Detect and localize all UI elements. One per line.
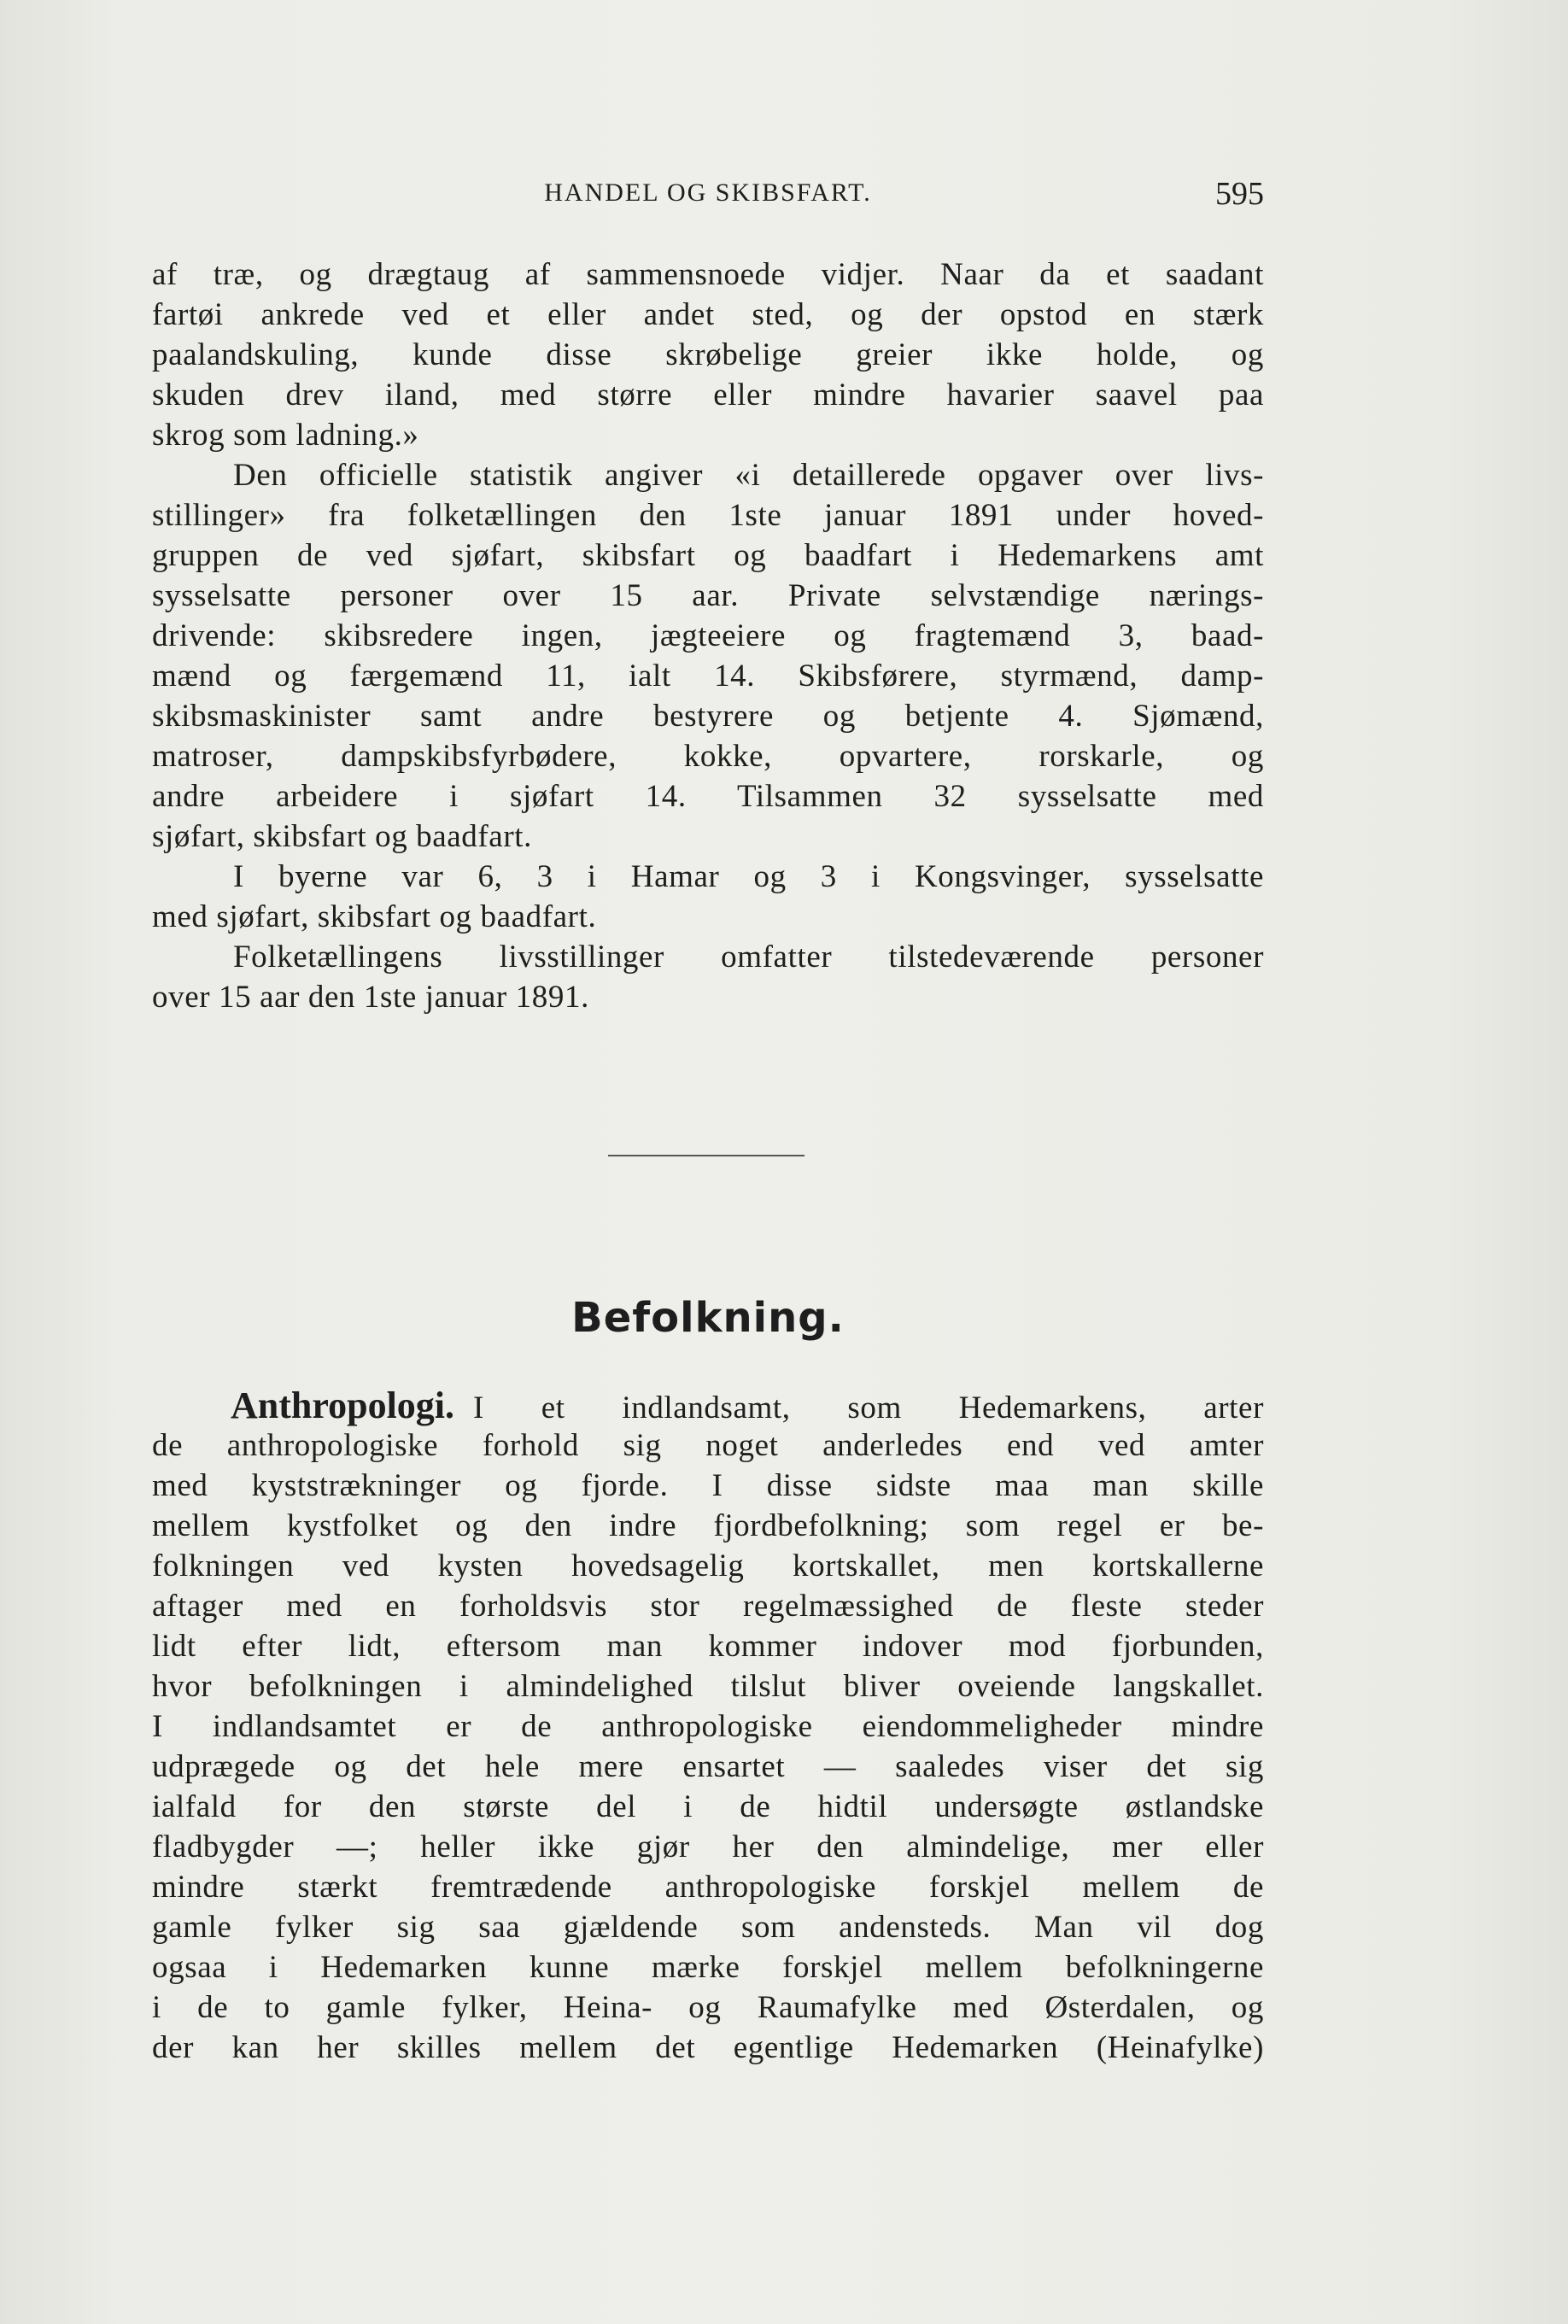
page-number: 595 bbox=[1215, 176, 1264, 212]
text-line: gruppen de ved sjøfart, skibsfart og baadfart i Hedemarkens amt bbox=[152, 538, 1264, 573]
text-line: de anthropologiske forhold sig noget anderledes end ved amter bbox=[152, 1428, 1264, 1463]
text-line: folkningen ved kysten hovedsagelig kortskallet, men kortskallerne bbox=[152, 1548, 1264, 1583]
text-line: mænd og færgemænd 11, ialt 14. Skibsførere, styrmænd, damp- bbox=[152, 659, 1264, 694]
text-line: I indlandsamtet er de anthropologiske eiendommeligheder mindre bbox=[152, 1709, 1264, 1744]
run-in-heading: Anthropologi. bbox=[231, 1384, 455, 1426]
text-line: i de to gamle fylker, Heina- og Raumafylke med Østerdalen, og bbox=[152, 1990, 1264, 2025]
text-line: fartøi ankrede ved et eller andet sted, og der opstod en stærk bbox=[152, 297, 1264, 332]
bottom-text-block bbox=[152, 1385, 1264, 2068]
text-line: med kyststrækninger og fjorde. I disse sidste maa man skille bbox=[152, 1468, 1264, 1503]
text-line: hvor befolkningen i almindelighed tilslut bliver oveiende langskallet. bbox=[152, 1669, 1264, 1704]
text-line: ogsaa i Hedemarken kunne mærke forskjel mellem befolkningerne bbox=[152, 1950, 1264, 1985]
text-line: drivende: skibsredere ingen, jægteeiere og fragtemænd 3, baad- bbox=[152, 618, 1264, 653]
text-line: Den officielle statistik angiver «i detaillerede opgaver over livs- bbox=[233, 458, 1264, 493]
text-line: stillinger» fra folketællingen den 1ste januar 1891 under hoved- bbox=[152, 498, 1264, 533]
running-head bbox=[152, 175, 1264, 226]
text-line: lidt efter lidt, eftersom man kommer indover mod fjorbunden, bbox=[152, 1629, 1264, 1664]
text-line: andre arbeidere i sjøfart 14. Tilsammen 32 sysselsatte med bbox=[152, 779, 1264, 814]
text-line: af træ, og drægtaug af sammensnoede vidjer. Naar da et saadant bbox=[152, 257, 1264, 292]
text-line: der kan her skilles mellem det egentlige Hedemarken (Heinafylke) bbox=[152, 2030, 1264, 2065]
text-line: gamle fylker sig saa gjældende som andensteds. Man vil dog bbox=[152, 1910, 1264, 1945]
text-line: skibsmaskinister samt andre bestyrere og betjente 4. Sjømænd, bbox=[152, 699, 1264, 734]
paragraph bbox=[152, 255, 1264, 455]
text-line: skrog som ladning.» bbox=[152, 418, 419, 453]
text-line: skuden drev iland, med større eller mindre havarier saavel paa bbox=[152, 378, 1264, 413]
top-text-block bbox=[152, 255, 1264, 1017]
text-line bbox=[152, 1385, 1264, 1425]
text-line: mindre stærkt fremtrædende anthropologiske forskjel mellem de bbox=[152, 1870, 1264, 1905]
running-title: HANDEL OG SKIBSFART. bbox=[544, 179, 872, 207]
text-line: mellem kystfolket og den indre fjordbefolkning; som regel er be- bbox=[152, 1508, 1264, 1543]
text-line: paalandskuling, kunde disse skrøbelige greier ikke holde, og bbox=[152, 337, 1264, 372]
first-line-text: I et indlandsamt, som Hedemarkens, arter bbox=[473, 1390, 1264, 1425]
text-line: ialfald for den største del i de hidtil undersøgte østlandske bbox=[152, 1789, 1264, 1824]
paragraph bbox=[152, 857, 1264, 937]
text-line: matroser, dampskibsfyrbødere, kokke, opvartere, rorskarle, og bbox=[152, 739, 1264, 774]
text-line: sysselsatte personer over 15 aar. Private selvstændige nærings- bbox=[152, 578, 1264, 613]
text-line: I byerne var 6, 3 i Hamar og 3 i Kongsvinger, sysselsatte bbox=[233, 859, 1264, 894]
text-line: fladbygder —; heller ikke gjør her den almindelige, mer eller bbox=[152, 1829, 1264, 1864]
text-line: over 15 aar den 1ste januar 1891. bbox=[152, 980, 589, 1015]
text-line: med sjøfart, skibsfart og baadfart. bbox=[152, 899, 597, 934]
paragraph bbox=[152, 937, 1264, 1017]
section-heading: Befolkning. bbox=[571, 1294, 845, 1342]
text-line: sjøfart, skibsfart og baadfart. bbox=[152, 819, 532, 854]
text-line: aftager med en forholdsvis stor regelmæssighed de fleste steder bbox=[152, 1589, 1264, 1624]
text-line: Folketællingens livsstillinger omfatter tilstedeværende personer bbox=[233, 940, 1264, 975]
paragraph bbox=[152, 455, 1264, 857]
section-divider bbox=[608, 1155, 804, 1156]
text-line: udprægede og det hele mere ensartet — saaledes viser det sig bbox=[152, 1749, 1264, 1784]
